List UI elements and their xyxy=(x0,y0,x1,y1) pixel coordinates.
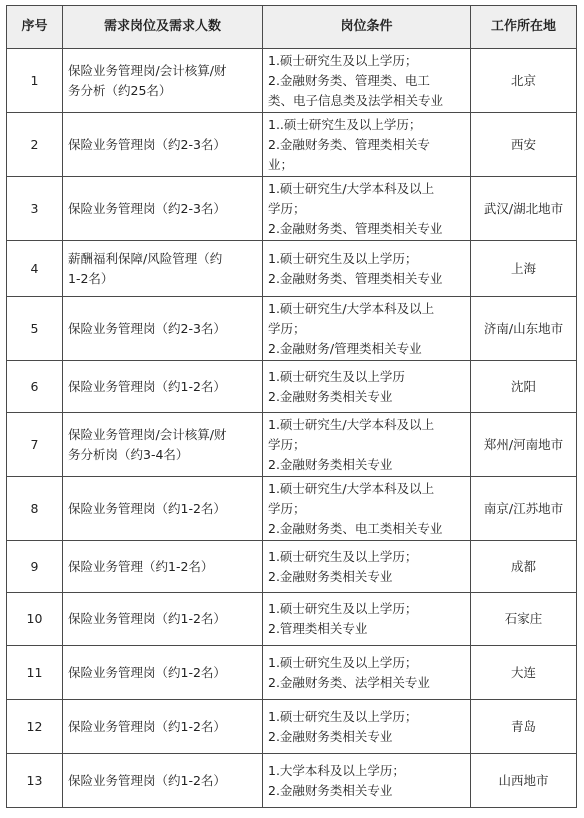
requirement-line: 2.金融财务/管理类相关专业 xyxy=(268,340,422,356)
position-text: 务分析岗（约3-4名） xyxy=(68,446,189,462)
header-number: 序号 xyxy=(7,6,63,49)
requirements-cell xyxy=(263,593,471,646)
requirement-line: 1.硕士研究生/大学本科及以上 xyxy=(268,416,435,432)
row-number: 4 xyxy=(7,241,63,297)
position-text: 保险业务管理（约1-2名） xyxy=(68,558,214,574)
requirement-line: 2.金融财务类相关专业 xyxy=(268,568,393,584)
requirement-line: 2.金融财务类相关专业 xyxy=(268,388,393,404)
requirement-line: 2.金融财务类、管理类相关专业 xyxy=(268,220,443,236)
header-requirements: 岗位条件 xyxy=(263,6,471,49)
position-cell xyxy=(63,49,263,113)
requirement-line: 2.金融财务类相关专业 xyxy=(268,456,393,472)
requirement-line: 学历； xyxy=(268,436,306,452)
position-text: 保险业务管理岗（约2-3名） xyxy=(68,136,226,152)
row-number: 3 xyxy=(7,177,63,241)
position-text: 保险业务管理岗（约2-3名） xyxy=(68,200,226,216)
position-text: 保险业务管理岗（约1-2名） xyxy=(68,664,226,680)
requirement-line: 2.金融财务类、管理类相关专 xyxy=(268,136,430,152)
requirement-line: 2.金融财务类、管理类相关专业 xyxy=(268,270,443,286)
position-cell xyxy=(63,477,263,541)
table-row xyxy=(7,297,577,361)
position-cell xyxy=(63,413,263,477)
row-number: 5 xyxy=(7,297,63,361)
requirements-cell xyxy=(263,754,471,808)
requirement-line: 类、电子信息类及法学相关专业 xyxy=(268,92,444,108)
requirements-cell xyxy=(263,49,471,113)
position-text: 务分析（约25名） xyxy=(68,82,172,98)
requirement-line: 1.硕士研究生及以上学历； xyxy=(268,601,418,616)
table-header-row xyxy=(7,6,577,49)
position-cell xyxy=(63,113,263,177)
requirement-line: 2.金融财务类相关专业 xyxy=(268,782,393,798)
requirements-cell xyxy=(263,541,471,593)
requirement-line: 2.金融财务类、电工类相关专业 xyxy=(268,520,443,536)
requirement-line: 学历； xyxy=(268,500,306,516)
row-number: 10 xyxy=(7,593,63,646)
requirement-line: 学历； xyxy=(268,320,306,336)
requirements-cell xyxy=(263,413,471,477)
requirement-line: 业； xyxy=(268,156,294,172)
location-cell: 上海 xyxy=(471,241,577,297)
table-row xyxy=(7,754,577,808)
requirements-cell xyxy=(263,646,471,700)
requirement-line: 2.管理类相关专业 xyxy=(268,621,368,636)
row-number: 7 xyxy=(7,413,63,477)
row-number: 11 xyxy=(7,646,63,700)
position-text: 保险业务管理岗（约1-2名） xyxy=(68,378,226,394)
requirements-cell xyxy=(263,700,471,754)
position-text: 保险业务管理岗（约1-2名） xyxy=(68,500,226,516)
table-row xyxy=(7,593,577,646)
table-row xyxy=(7,413,577,477)
position-cell xyxy=(63,361,263,413)
requirement-line: 1.硕士研究生/大学本科及以上 xyxy=(268,480,435,496)
location-cell: 西安 xyxy=(471,113,577,177)
location-cell: 成都 xyxy=(471,541,577,593)
position-text: 保险业务管理岗（约1-2名） xyxy=(68,611,226,626)
requirement-line: 1..硕士研究生及以上学历； xyxy=(268,116,422,132)
location-cell: 山西地市 xyxy=(471,754,577,808)
position-cell xyxy=(63,241,263,297)
requirement-line: 1.硕士研究生及以上学历； xyxy=(268,548,418,564)
requirement-line: 2.金融财务类、法学相关专业 xyxy=(268,674,430,690)
requirements-cell xyxy=(263,297,471,361)
table-row xyxy=(7,241,577,297)
location-cell: 大连 xyxy=(471,646,577,700)
table-row xyxy=(7,477,577,541)
position-text: 1-2名） xyxy=(68,270,114,286)
row-number: 9 xyxy=(7,541,63,593)
requirement-line: 2.金融财务类相关专业 xyxy=(268,728,393,744)
position-cell xyxy=(63,646,263,700)
table-row xyxy=(7,646,577,700)
table-row xyxy=(7,541,577,593)
location-cell: 南京/江苏地市 xyxy=(471,477,577,541)
position-cell xyxy=(63,177,263,241)
requirement-line: 1.硕士研究生/大学本科及以上 xyxy=(268,300,435,316)
requirement-line: 1.硕士研究生及以上学历； xyxy=(268,708,418,724)
requirement-line: 1.硕士研究生及以上学历 xyxy=(268,368,405,384)
requirements-cell xyxy=(263,361,471,413)
position-cell xyxy=(63,297,263,361)
row-number: 6 xyxy=(7,361,63,413)
table-row xyxy=(7,700,577,754)
table-row xyxy=(7,361,577,413)
position-cell xyxy=(63,700,263,754)
position-cell xyxy=(63,754,263,808)
requirement-line: 1.硕士研究生及以上学历； xyxy=(268,250,418,266)
table-row xyxy=(7,177,577,241)
location-cell: 济南/山东地市 xyxy=(471,297,577,361)
position-text: 保险业务管理岗（约2-3名） xyxy=(68,320,226,336)
location-cell: 石家庄 xyxy=(471,593,577,646)
requirements-cell xyxy=(263,477,471,541)
location-cell: 武汉/湖北地市 xyxy=(471,177,577,241)
requirement-line: 1.硕士研究生及以上学历； xyxy=(268,52,418,68)
location-cell: 郑州/河南地市 xyxy=(471,413,577,477)
location-cell: 青岛 xyxy=(471,700,577,754)
requirement-line: 1.硕士研究生及以上学历； xyxy=(268,654,418,670)
table-body xyxy=(7,49,577,808)
location-cell: 北京 xyxy=(471,49,577,113)
position-text: 保险业务管理岗（约1-2名） xyxy=(68,772,226,788)
table-row xyxy=(7,49,577,113)
row-number: 8 xyxy=(7,477,63,541)
table-row xyxy=(7,113,577,177)
row-number: 12 xyxy=(7,700,63,754)
requirement-line: 1.大学本科及以上学历； xyxy=(268,762,405,778)
position-cell xyxy=(63,593,263,646)
row-number: 1 xyxy=(7,49,63,113)
requirement-line: 学历； xyxy=(268,200,306,216)
position-cell xyxy=(63,541,263,593)
requirements-cell xyxy=(263,113,471,177)
recruitment-table xyxy=(6,5,577,808)
position-text: 保险业务管理岗（约1-2名） xyxy=(68,718,226,734)
row-number: 2 xyxy=(7,113,63,177)
requirement-line: 2.金融财务类、管理类、电工 xyxy=(268,72,430,88)
header-position: 需求岗位及需求人数 xyxy=(63,6,263,49)
requirements-cell xyxy=(263,241,471,297)
position-text: 保险业务管理岗/会计核算/财 xyxy=(68,426,227,442)
position-text: 保险业务管理岗/会计核算/财 xyxy=(68,62,227,78)
location-cell: 沈阳 xyxy=(471,361,577,413)
requirement-line: 1.硕士研究生/大学本科及以上 xyxy=(268,180,435,196)
header-location: 工作所在地 xyxy=(471,6,577,49)
row-number: 13 xyxy=(7,754,63,808)
position-text: 薪酬福利保障/风险管理（约 xyxy=(68,250,223,266)
requirements-cell xyxy=(263,177,471,241)
